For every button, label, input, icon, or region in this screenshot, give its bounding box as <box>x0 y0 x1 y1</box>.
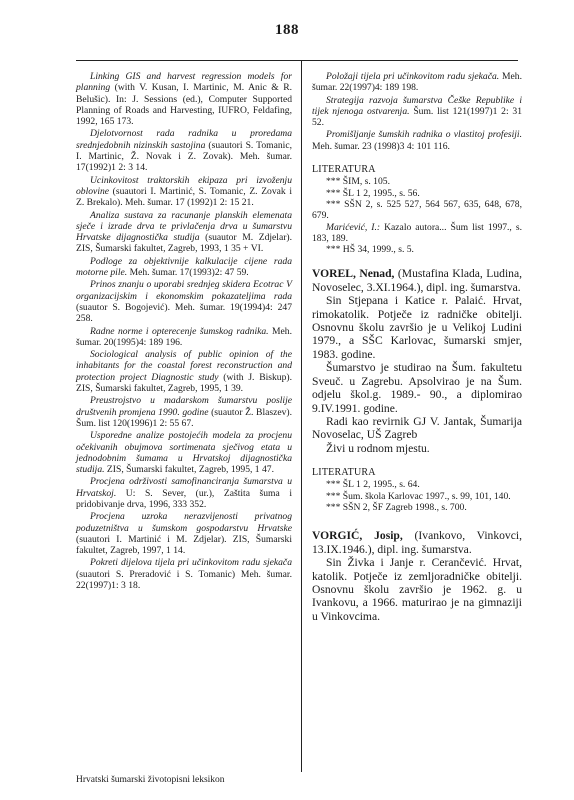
entry-details: (suautor S. Bogojević). Meh. šumar. 19(1994)4: 247 258. <box>76 301 292 325</box>
entry-details: U: S. Sever, (ur.), Zaštita šuma i pridobivanje drva, 1996, 333 352. <box>76 487 292 510</box>
entry-details: (suautori S. Preradović i S. Tomanic) Meh. šumar. 22(1997)1: 3 18. <box>76 568 292 592</box>
entry-details: (suautori I. Martinić, S. Tomanic, Z. Zovak i Z. Brekalo). Meh. šumar. 17 (1992)1 2: 15 21. <box>76 185 292 209</box>
literature-item-title: Marićević, I.: <box>326 221 381 233</box>
entry-title: Ucinkovitost traktorskih ekipaza pri izvoženju oblovine <box>76 174 292 197</box>
bibliography-entry <box>76 430 292 475</box>
entry-title: Promišljanje šumskih radnika o vlastitoj profesiji. <box>326 129 522 141</box>
column-divider <box>301 60 302 772</box>
literature-item <box>312 176 522 187</box>
left-column <box>76 71 292 592</box>
bibliography-entry <box>76 326 292 349</box>
bibliography-entry <box>76 279 292 324</box>
entry-title: Usporedne analize postojećih modela za procjenu očekivanih obujmova sortimenata sječivog etata u jednodobnim šumama u Hrvatskoj dijagnostička studija. <box>76 430 292 476</box>
bibliography-entry <box>76 256 292 279</box>
literature-item-pre: *** SŠN 2, s. 525 527, 564 567, 635, 648, 678, 679. <box>312 198 522 222</box>
literature-item-pre: *** HŠ 34, 1999., s. 5. <box>326 244 414 256</box>
bibliography-entry <box>76 557 292 591</box>
bio-heading-details: (Mustafina Klada, Ludina, Novoselec, 3.XI.1964.), dipl. ing. šumarstva. <box>312 267 523 294</box>
entry-details: Meh. šumar. 23 (1998)3 4: 101 116. <box>312 140 450 152</box>
bibliography-entry <box>76 71 292 127</box>
bio-heading-details: (Ivankovo, Vinkovci, 13.IX.1946.), dipl. ing. šumarstva. <box>312 529 522 556</box>
entry-details: Meh. šumar. 22(1997)4: 189 198. <box>312 71 522 94</box>
bibliography-entry <box>76 128 292 173</box>
bibliography-entry <box>76 349 292 394</box>
literature-item: *** SŠN 2, ŠF Zagreb 1998., s. 700. <box>326 502 467 514</box>
literature-item: *** ŠL 1 2, 1995., s. 64. <box>326 479 420 491</box>
literature-list <box>312 176 522 255</box>
page-footer: Hrvatski šumarski životopisni leksikon <box>76 775 225 785</box>
entry-title: Djelotvornost rada radnika u proredama srednjedobnih nizinskih sastojina <box>76 128 292 151</box>
entry-details: (with V. Kusan, I. Martinic, M. Anic & R. Belušic). In: J. Sessions (ed.), Computer Supported Planning of Roads and Harvesting, IUFRO, Feldafing, 1992, 165 173. <box>76 82 292 128</box>
literature-item <box>312 188 522 199</box>
bio-paragraph: Radi kao revirnik GJ V. Jantak, Šumarija Novoselac, UŠ Zagreb <box>312 414 522 442</box>
entry-title: Prinos znanju o uporabi srednjeg skidera Ecotrac V organizacijskim i ekonomskim pokazateljima rada <box>76 279 292 302</box>
bio-paragraph: Sin Stjepana i Katice r. Palaić. Hrvat, rimokatolik. Potječe iz radničke obitelji. Osnovnu školu završio je u Velikoj Ludini 1979., a SŠC Karlovac, šumarski smjer, 1983. godine. <box>312 294 522 361</box>
literature-heading: LITERATURA <box>312 164 376 176</box>
entry-title: Položaji tijela pri učinkovitom radu sjekača. <box>326 71 500 82</box>
bibliography-entry <box>312 129 522 152</box>
bio-name: VORGIĆ, Josip, <box>312 529 403 543</box>
literature-list <box>312 479 522 513</box>
bibliography-entry <box>76 476 292 510</box>
entry-title: Pokreti dijelova tijela pri učinkovitom radu sjekača <box>90 557 292 569</box>
entry-details: Meh. šumar. 20(1995)4: 189 196. <box>76 325 293 348</box>
right-column <box>312 71 522 623</box>
page-number: 188 <box>275 22 299 38</box>
bio-paragraph: Živi u rodnom mjestu. <box>326 441 430 455</box>
bio-name: VOREL, Nenad, <box>312 267 395 281</box>
literature-item: *** Šum. škola Karlovac 1997., s. 99, 101, 140. <box>326 490 511 502</box>
top-rule <box>76 60 518 61</box>
entry-details: (with J. Biskup). ZIS, Šumarski fakultet, Zagreb, 1995, 1 39. <box>76 371 292 395</box>
entry-title: Preustrojstvo u madarskom šumarstvu poslije društvenih promjena 1990. godine <box>76 395 292 418</box>
entry-details: ZIS, Šumarski fakultet, Zagreb, 1995, 1 47. <box>104 464 274 476</box>
literature-item <box>312 244 522 255</box>
entry-title: Podloge za objektivnije kalkulacije cijene rada motorne pile. <box>76 255 292 279</box>
entry-details: Meh. šumar. 17(1993)2: 47 59. <box>127 267 249 279</box>
bibliography-list-continued <box>312 71 522 152</box>
literature-item <box>312 199 522 222</box>
entry-title: Strategija razvoja šumarstva Češke Republike i tijek njenoga ostvarenja. <box>312 94 522 117</box>
literature-item-pre: *** ŠL 1 2, 1995., s. 56. <box>326 187 420 199</box>
bibliography-list <box>76 71 292 591</box>
entry-title: Analiza sustava za racunanje planskih elemenata sječe i izrade drva te privlačenja drva u šumarstvu Hrvatske dijagnostička studija <box>76 209 292 244</box>
literature-item-rest: Kazalo autora... Šum list 1997., s. 183, 189. <box>312 221 522 244</box>
entry-details: (suautori S. Tomanic, I. Martinic, Ž. Novak i Z. Zovak). Meh. šumar. 17(1992)1 2: 3 14. <box>76 139 292 174</box>
entry-title: Procjena uzroka nerazvijenosti privatnog poduzetništva u šumskom gospodarstvu Hrvatske <box>76 511 292 534</box>
bio-paragraph: Šumarstvo je studirao na Šum. fakultetu Sveuč. u Zagrebu. Apsolvirao je na Šum. odjelu škol.g. 1989.- 90., a diplomirao 9.IV.1991. godine. <box>312 361 522 415</box>
biography-vorgic-josip <box>312 529 522 623</box>
entry-details: (suautor Ž. Blaszev). Šum. list 120(1996)1 2: 55 67. <box>76 406 293 429</box>
entry-title: Procjena održivosti samofinanciranja šumarstva u Hrvatskoj. <box>76 476 292 499</box>
bibliography-entry <box>76 210 292 255</box>
entry-title: Sociological analysis of public opinion of the inhabitants for the coastal forest reconstruction and protection project Diagnostic study <box>76 349 292 383</box>
literature-item-pre: *** ŠIM, s. 105. <box>326 176 390 188</box>
entry-details: (suautor M. Zdjelar). ZIS, Šumarski fakultet, Zagreb, 1993, 1 35 + VI. <box>76 232 292 255</box>
biography-vorel-nenad <box>312 267 522 455</box>
bio-heading <box>312 267 522 294</box>
bio-heading <box>312 529 522 556</box>
bibliography-entry <box>312 95 522 129</box>
literature-item <box>312 222 522 245</box>
bibliography-entry <box>76 175 292 209</box>
entry-title: Linking GIS and harvest regression models for planning <box>76 71 292 94</box>
literature-heading: LITERATURA <box>312 467 376 479</box>
bio-paragraph: Sin Živka i Janje r. Cerančević. Hrvat, katolik. Potječe iz zemljoradničke obitelji. Osnovnu školu završio je 1962. g. u Ivankovu, a 1966. maturirao je na gimnaziji u Vinkovcima. <box>312 556 522 623</box>
bibliography-entry <box>76 395 292 429</box>
entry-details: Šum. list 121(1997)1 2: 31 52. <box>312 105 522 129</box>
entry-title: Radne norme i opterecenje šumskog radnika. <box>90 325 269 337</box>
bibliography-entry <box>76 511 292 556</box>
bibliography-entry <box>312 71 522 94</box>
entry-details: (suautori I. Martinić i M. Zdjelar). ZIS, Šumarski fakultet, Zagreb, 1997, 1 14. <box>76 533 292 557</box>
